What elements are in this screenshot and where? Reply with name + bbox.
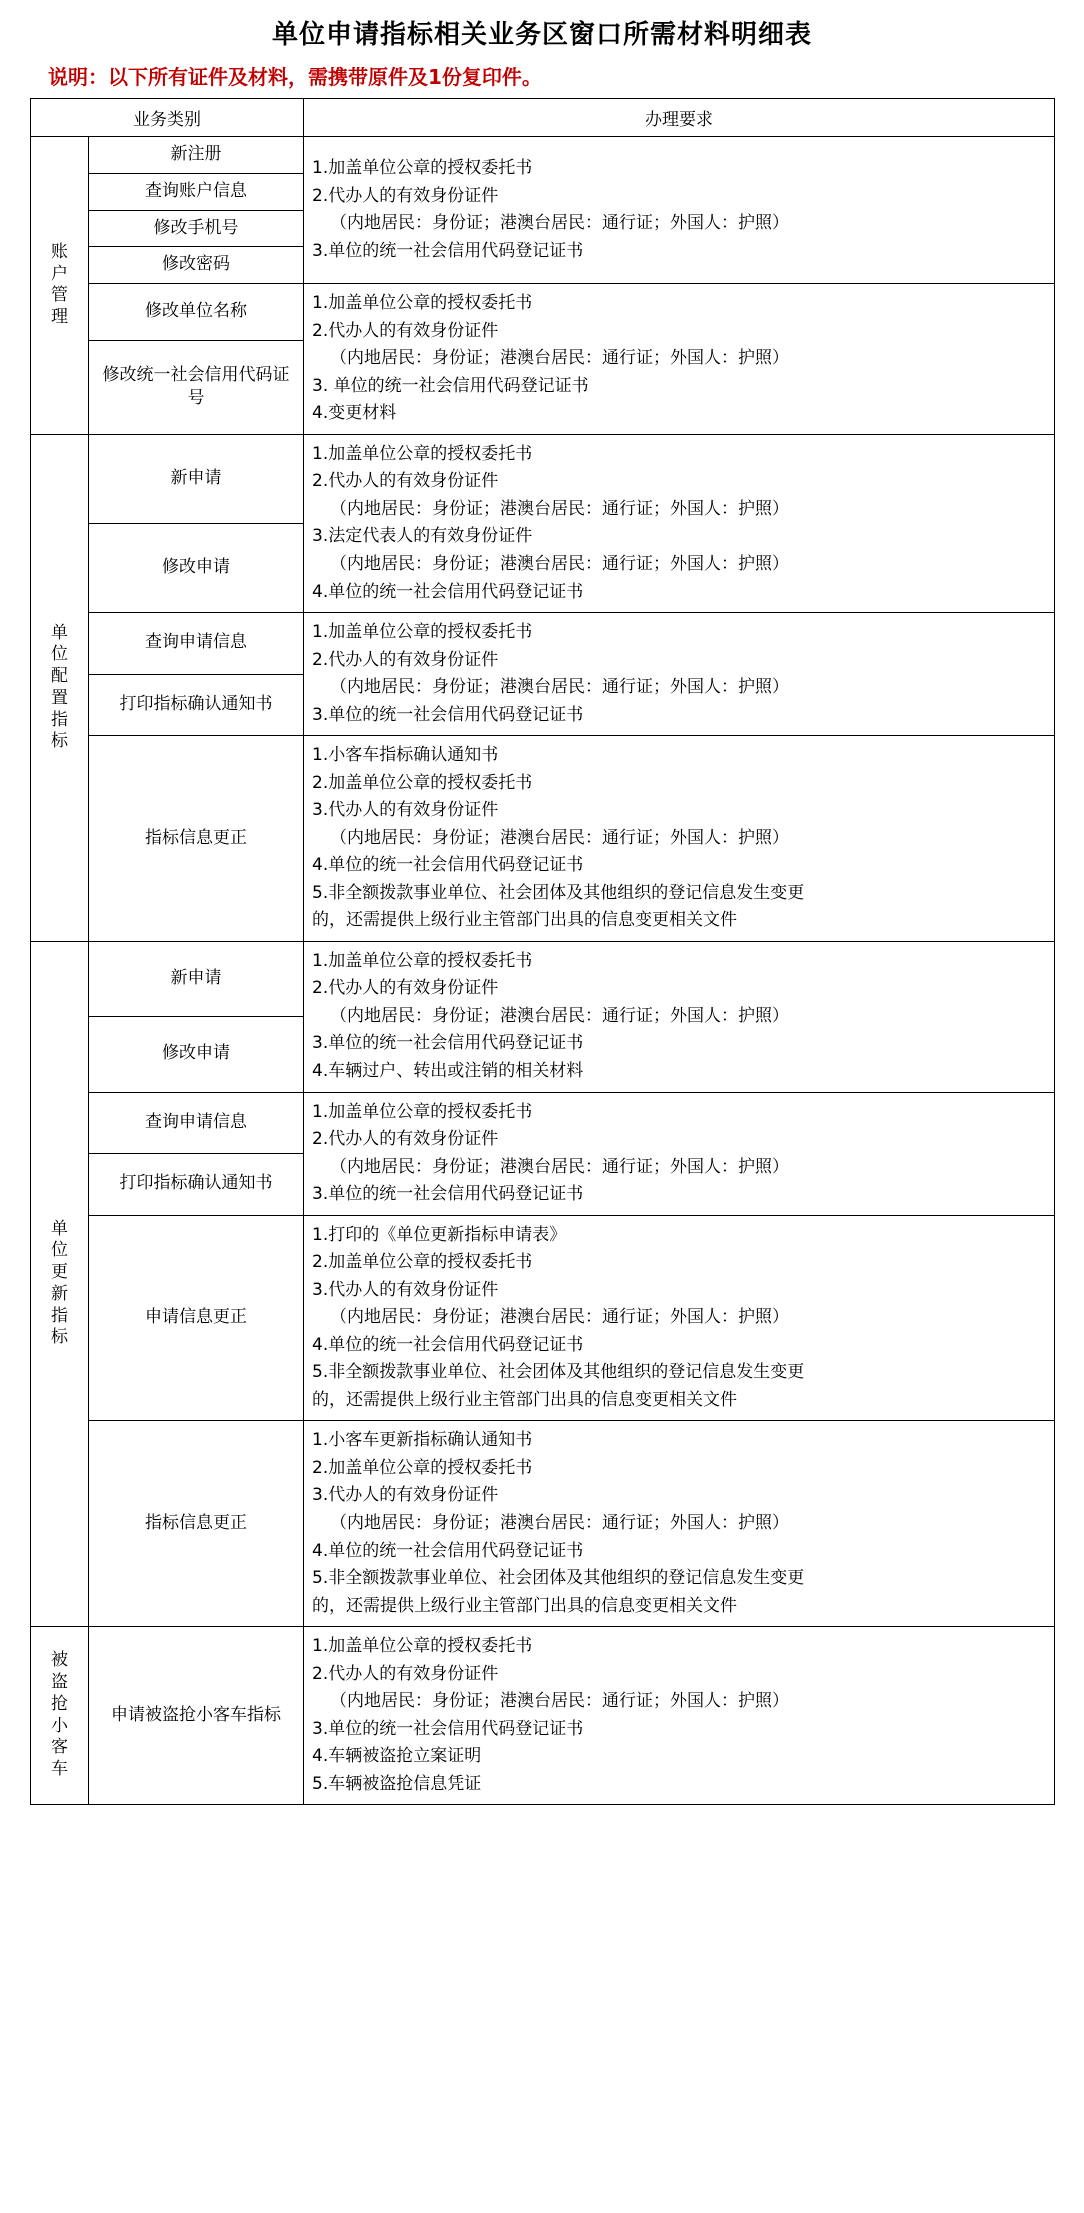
subcategory-cell: 申请被盗抢小客车指标: [89, 1627, 304, 1805]
requirement-line: 3.单位的统一社会信用代码登记证书: [312, 1718, 584, 1739]
requirement-line: 3.代办人的有效身份证件: [312, 1279, 499, 1300]
category-group-cell: 单位更新指标: [31, 941, 89, 1626]
table-row: [31, 1215, 1055, 1421]
category-group-cell: 被盗抢小客车: [31, 1627, 89, 1805]
requirement-line: 1.小客车更新指标确认通知书: [312, 1430, 533, 1451]
requirement-line: （内地居民：身份证；港澳台居民：通行证；外国人：护照）: [330, 348, 789, 369]
requirement-cell: [304, 736, 1055, 942]
table-row: [31, 736, 1055, 942]
requirement-line: 3.单位的统一社会信用代码登记证书: [312, 704, 584, 725]
requirement-cell: [304, 1421, 1055, 1627]
subcategory-cell: 修改单位名称: [89, 284, 304, 341]
requirement-line: 3.代办人的有效身份证件: [312, 800, 499, 821]
requirement-line: 4.变更材料: [312, 403, 397, 424]
requirement-line: （内地居民：身份证；港澳台居民：通行证；外国人：护照）: [330, 1307, 789, 1328]
table-row: [31, 941, 1055, 1016]
subcategory-cell: 指标信息更正: [89, 1421, 304, 1627]
requirement-line: 2.加盖单位公章的授权委托书: [312, 1457, 533, 1478]
requirement-cell: [304, 1627, 1055, 1805]
subcategory-cell: 新申请: [89, 941, 304, 1016]
requirement-line: 4.单位的统一社会信用代码登记证书: [312, 855, 584, 876]
subcategory-cell: 打印指标确认通知书: [89, 1154, 304, 1216]
requirement-line: 5.车辆被盗抢信息凭证: [312, 1773, 482, 1794]
column-header-category: 业务类别: [31, 99, 304, 137]
requirement-line: 的，还需提供上级行业主管部门出具的信息变更相关文件: [312, 910, 737, 931]
requirement-line: 3.单位的统一社会信用代码登记证书: [312, 1184, 584, 1205]
requirement-line: 2.代办人的有效身份证件: [312, 978, 499, 999]
subcategory-cell: 修改申请: [89, 523, 304, 612]
subcategory-cell: 申请信息更正: [89, 1215, 304, 1421]
requirement-line: 4.车辆被盗抢立案证明: [312, 1746, 482, 1767]
requirement-line: 2.代办人的有效身份证件: [312, 471, 499, 492]
subcategory-cell: 打印指标确认通知书: [89, 674, 304, 736]
requirement-line: 的，还需提供上级行业主管部门出具的信息变更相关文件: [312, 1389, 737, 1410]
requirement-line: （内地居民：身份证；港澳台居民：通行证；外国人：护照）: [330, 827, 789, 848]
table-row: [31, 137, 1055, 174]
requirements-table: [30, 98, 1055, 1805]
requirement-line: 2.代办人的有效身份证件: [312, 649, 499, 670]
requirement-line: 1.加盖单位公章的授权委托书: [312, 950, 533, 971]
column-header-requirement: 办理要求: [304, 99, 1055, 137]
requirement-line: 3.单位的统一社会信用代码登记证书: [312, 1033, 584, 1054]
table-row: [31, 1421, 1055, 1627]
requirement-line: （内地居民：身份证；港澳台居民：通行证；外国人：护照）: [330, 1156, 789, 1177]
requirement-line: 3.代办人的有效身份证件: [312, 1485, 499, 1506]
requirement-cell: [304, 284, 1055, 435]
requirement-line: 4.单位的统一社会信用代码登记证书: [312, 1540, 584, 1561]
requirement-line: 4.单位的统一社会信用代码登记证书: [312, 581, 584, 602]
requirement-line: 5.非全额拨款事业单位、社会团体及其他组织的登记信息发生变更: [312, 1362, 805, 1383]
requirement-line: （内地居民：身份证；港澳台居民：通行证；外国人：护照）: [330, 498, 789, 519]
category-group-cell: 账户管理: [31, 137, 89, 435]
requirement-line: 3. 单位的统一社会信用代码登记证书: [312, 375, 589, 396]
requirement-line: 1.加盖单位公章的授权委托书: [312, 1636, 533, 1657]
requirement-line: 1.加盖单位公章的授权委托书: [312, 1101, 533, 1122]
table-row: [31, 1092, 1055, 1154]
requirement-line: 1.加盖单位公章的授权委托书: [312, 158, 533, 179]
requirement-line: 2.代办人的有效身份证件: [312, 320, 499, 341]
requirement-line: 3.法定代表人的有效身份证件: [312, 526, 533, 547]
requirement-line: 2.代办人的有效身份证件: [312, 185, 499, 206]
requirement-line: （内地居民：身份证；港澳台居民：通行证；外国人：护照）: [330, 1005, 789, 1026]
requirement-line: （内地居民：身份证；港澳台居民：通行证；外国人：护照）: [330, 677, 789, 698]
requirement-cell: [304, 137, 1055, 284]
table-header-row: [31, 99, 1055, 137]
subcategory-cell: 新注册: [89, 137, 304, 174]
requirement-line: 1.打印的《单位更新指标申请表》: [312, 1224, 567, 1245]
subcategory-cell: 修改手机号: [89, 210, 304, 247]
table-row: [31, 434, 1055, 523]
requirement-line: 1.小客车指标确认通知书: [312, 745, 499, 766]
requirement-line: 2.加盖单位公章的授权委托书: [312, 772, 533, 793]
requirement-line: 1.加盖单位公章的授权委托书: [312, 443, 533, 464]
requirement-line: （内地居民：身份证；港澳台居民：通行证；外国人：护照）: [330, 1691, 789, 1712]
requirement-line: 2.代办人的有效身份证件: [312, 1663, 499, 1684]
requirement-line: （内地居民：身份证；港澳台居民：通行证；外国人：护照）: [330, 213, 789, 234]
requirement-line: 5.非全额拨款事业单位、社会团体及其他组织的登记信息发生变更: [312, 882, 805, 903]
requirement-line: 1.加盖单位公章的授权委托书: [312, 622, 533, 643]
subcategory-cell: 查询申请信息: [89, 1092, 304, 1154]
requirement-cell: [304, 1092, 1055, 1215]
requirement-line: 的，还需提供上级行业主管部门出具的信息变更相关文件: [312, 1595, 737, 1616]
table-row: [31, 1627, 1055, 1805]
page-title: 单位申请指标相关业务区窗口所需材料明细表: [271, 20, 812, 50]
table-row: [31, 284, 1055, 341]
requirement-cell: [304, 613, 1055, 736]
requirement-line: 2.代办人的有效身份证件: [312, 1129, 499, 1150]
document-note: 说明：以下所有证件及材料，需携带原件及1份复印件。: [48, 65, 542, 89]
requirement-line: 3.单位的统一社会信用代码登记证书: [312, 240, 584, 261]
requirement-line: 2.加盖单位公章的授权委托书: [312, 1252, 533, 1273]
subcategory-cell: 修改申请: [89, 1017, 304, 1092]
subcategory-cell: 修改密码: [89, 247, 304, 284]
table-body: [31, 137, 1055, 1805]
requirement-cell: [304, 434, 1055, 612]
category-group-cell: 单位配置指标: [31, 434, 89, 941]
subcategory-cell: 修改统一社会信用代码证号: [89, 341, 304, 435]
table-row: [31, 613, 1055, 675]
requirement-line: 1.加盖单位公章的授权委托书: [312, 293, 533, 314]
requirement-line: （内地居民：身份证；港澳台居民：通行证；外国人：护照）: [330, 1512, 789, 1533]
requirement-line: 5.非全额拨款事业单位、社会团体及其他组织的登记信息发生变更: [312, 1568, 805, 1589]
requirement-line: 4.车辆过户、转出或注销的相关材料: [312, 1061, 584, 1081]
subcategory-cell: 新申请: [89, 434, 304, 523]
subcategory-cell: 查询账户信息: [89, 173, 304, 210]
requirement-cell: [304, 1215, 1055, 1421]
subcategory-cell: 查询申请信息: [89, 613, 304, 675]
subcategory-cell: 指标信息更正: [89, 736, 304, 942]
requirement-line: （内地居民：身份证；港澳台居民：通行证；外国人：护照）: [330, 553, 789, 574]
requirement-cell: [304, 941, 1055, 1092]
requirement-line: 4.单位的统一社会信用代码登记证书: [312, 1334, 584, 1355]
